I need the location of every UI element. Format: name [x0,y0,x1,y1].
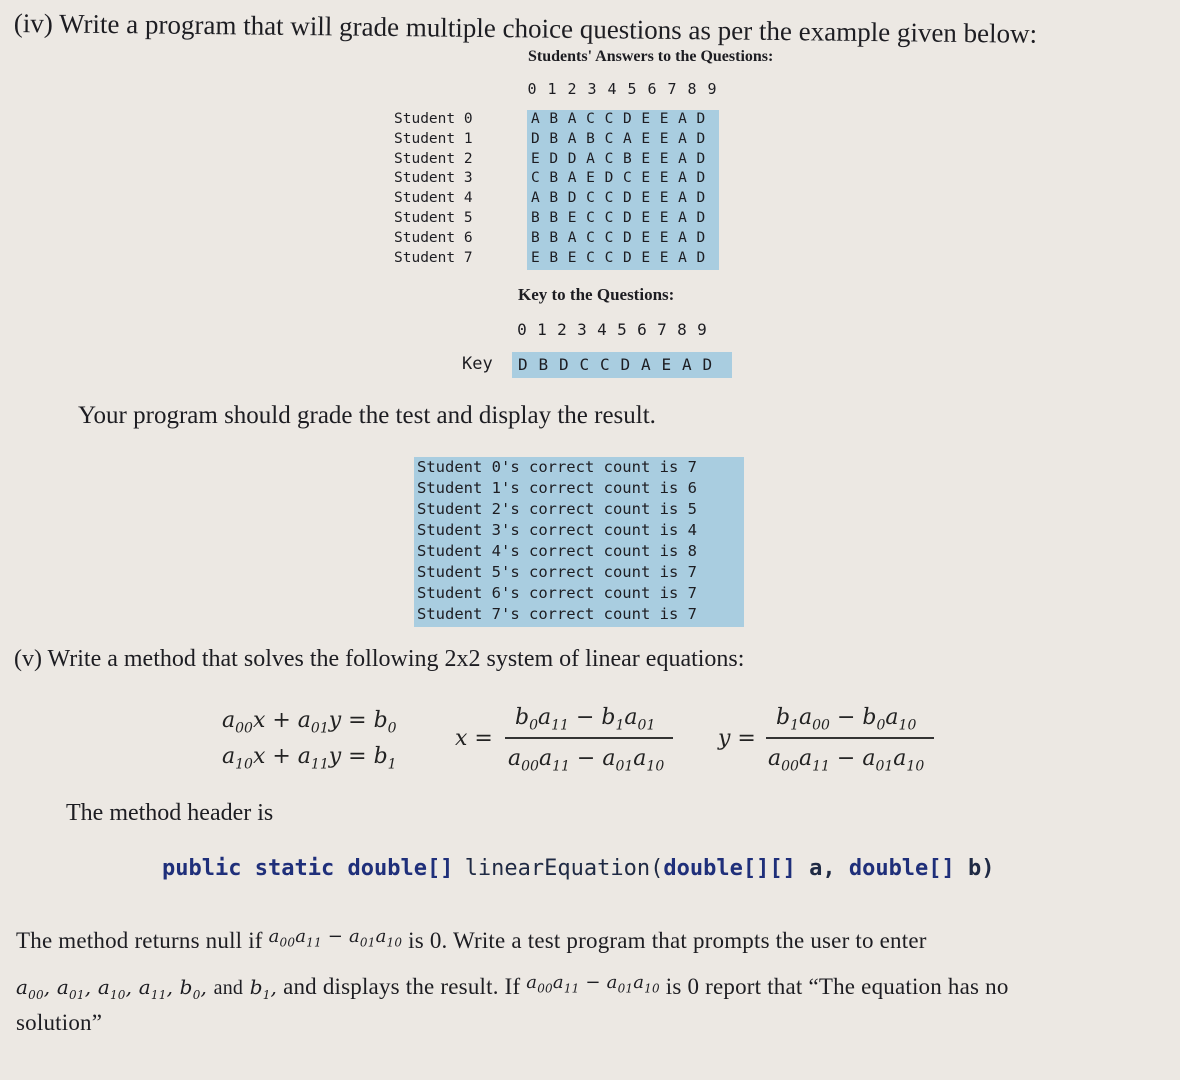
answer-cell: A [678,229,687,246]
answer-cell: C [586,229,595,246]
answer-cell: A [678,130,687,147]
bottom-line-2 [16,974,1009,1002]
output-line: Student 4's correct count is 8 [417,542,697,560]
code-kw-static: static [254,856,335,881]
answer-cell: E [659,170,669,187]
question-number: 8 [677,320,687,339]
answer-cell: D [531,130,540,147]
answer-cell: C [604,190,614,207]
answer-cell: E [567,209,577,226]
answer-cell: E [567,249,577,266]
output-line: Student 6's correct count is 7 [417,584,697,602]
answer-row [527,110,719,130]
answer-cell: E [641,209,651,226]
output-line: Student 2's correct count is 5 [417,500,697,518]
answer-cell: E [586,170,595,187]
y-numerator: $b_1a_{00} - b_0a_{10}$ [776,705,917,734]
question-number: 3 [577,320,587,339]
answer-cell: A [567,111,577,127]
answer-cell: B [531,229,540,246]
answer-cell: D [696,130,706,147]
answer-cell: A [622,130,632,147]
answer-cell: B [549,130,559,147]
answer-cell: C [531,170,540,187]
answer-cell: A [531,190,540,207]
method-signature [162,856,995,881]
student-labels [394,110,473,268]
question-number: 1 [537,320,547,339]
key-answer-cell: D [559,355,569,374]
code-kw-public: public [162,856,242,881]
question-number: 0 [527,80,537,98]
student-label: Student 1 [394,130,473,147]
question-number: 2 [567,80,577,98]
answer-cell: A [678,249,687,266]
key-label: Key [462,354,493,374]
answer-cell: E [531,249,540,266]
answer-row [527,150,719,170]
determinant-expr-1: a00a11 − a01a10 [268,926,403,950]
answer-cell: B [549,190,559,207]
answer-cell: A [531,111,540,127]
question-number: 0 [517,320,527,339]
answers-table [527,110,719,270]
sample-output [414,457,744,627]
y-denominator: $a_{00}a_{11} - a_{01}a_{10}$ [768,746,925,775]
question-number: 9 [707,80,717,98]
code-method-name: linearEquation( [464,856,664,881]
answer-cell: E [531,150,540,167]
answer-cell: E [641,130,651,147]
heading-iv: (iv) Write a program that will grade multiple choice questions as per the example given below: [13,8,1038,49]
output-line: Student 0's correct count is 7 [417,458,697,476]
answer-cell: B [549,229,559,246]
answer-cell: D [622,229,632,246]
answer-cell: C [604,150,614,167]
question-number: 5 [627,80,637,98]
answer-cell: C [604,249,614,266]
student-label: Student 5 [394,209,473,226]
bottom-text-2b: is 0 report that “The equation has no [665,974,1009,999]
key-answer-cell: A [682,355,692,374]
answer-cell: D [622,111,632,127]
coefficient-list: $a_{00}$, $a_{01}$, $a_{10}$, $a_{11}$, $b_0$, and $b_1$, [16,975,278,1002]
question-number: 4 [607,80,617,98]
answer-cell: C [604,130,614,147]
answer-row [527,249,719,269]
x-numerator: $b_0a_{11} - b_1a_{01}$ [515,705,656,734]
answer-row [527,189,719,209]
code-param-type-b: double[] [848,856,955,881]
answer-cell: D [696,111,706,127]
answer-cell: D [604,170,614,187]
x-fraction-bar [505,737,673,739]
answer-cell: D [696,170,706,187]
question-number: 5 [617,320,627,339]
question-number: 9 [697,320,707,339]
answer-cell: E [659,111,669,127]
key-answer-cell: C [579,355,590,374]
y-fraction-bar [766,737,934,739]
answer-cell: E [641,150,651,167]
key-answer-cell: B [538,355,549,374]
key-answers-row [512,352,732,378]
answer-cell: A [678,111,687,127]
answer-cell: B [531,209,540,226]
answer-cell: B [549,111,559,127]
answer-cell: C [622,170,632,187]
answer-cell: E [641,229,651,246]
answer-cell: E [659,209,669,226]
key-answer-cell: A [641,355,651,374]
answer-cell: C [586,111,595,127]
answer-cell: D [696,229,706,246]
question-number: 1 [547,80,557,98]
answer-cell: E [641,190,651,207]
answers-caption: Students' Answers to the Questions: [528,48,774,65]
code-param-b: b) [968,856,995,881]
answer-cell: C [604,111,614,127]
key-answer-cell: C [600,355,610,374]
answer-cell: B [549,209,559,226]
key-answer-cell: E [661,355,672,374]
output-line: Student 1's correct count is 6 [417,479,697,497]
answer-cell: E [641,249,651,266]
determinant-expr-2: a00a11 − a01a10 [526,972,660,996]
output-line: Student 7's correct count is 7 [417,605,697,623]
answer-cell: D [696,150,706,167]
answer-cell: A [567,130,577,147]
question-numbers [522,80,722,98]
answer-cell: E [659,190,669,207]
equation-1: $a_{00}x + a_{01}y = b_0$ [222,708,397,737]
student-label: Student 0 [394,111,473,127]
student-label: Student 2 [394,150,473,167]
student-label: Student 6 [394,229,473,246]
answer-cell: E [659,130,669,147]
answer-row [527,229,719,249]
answer-cell: E [659,249,669,266]
code-param-type-a: double[][] [663,856,796,881]
answer-cell: A [678,150,687,167]
answer-cell: B [586,130,595,147]
answer-cell: E [659,150,669,167]
key-answer-cell: D [620,355,631,374]
answer-cell: C [604,229,614,246]
answer-row [527,130,719,150]
key-answer-cell: D [702,355,713,374]
student-label: Student 7 [394,249,473,266]
code-return-type: double[] [347,856,454,881]
answer-cell: E [641,111,651,127]
output-line: Student 3's correct count is 4 [417,521,697,539]
answer-cell: D [622,190,632,207]
answer-cell: C [586,209,595,226]
equation-2: $a_{10}x + a_{11}y = b_1$ [222,744,397,773]
output-line: Student 5's correct count is 7 [417,563,697,581]
bottom-text-2a: and displays the result. If [283,974,521,999]
question-number: 7 [657,320,667,339]
answer-cell: D [696,249,706,266]
answer-cell: A [678,209,687,226]
y-equals: y = [718,726,756,751]
question-number: 4 [597,320,607,339]
answer-cell: B [622,150,632,167]
answer-cell: D [549,150,559,167]
student-label: Student 4 [394,190,473,207]
answer-row [527,209,719,229]
answer-cell: E [641,170,651,187]
answer-cell: E [659,229,669,246]
x-denominator: $a_{00}a_{11} - a_{01}a_{10}$ [508,746,665,775]
question-number: 6 [647,80,657,98]
code-param-a: a, [809,856,836,881]
answer-row [527,169,719,189]
x-equals: x = [455,726,493,751]
answer-cell: D [567,150,577,167]
key-caption: Key to the Questions: [518,285,675,304]
answer-cell: D [696,190,706,207]
answer-cell: C [586,249,595,266]
answer-cell: C [586,190,595,207]
bottom-line-1 [16,928,927,956]
answer-cell: D [622,209,632,226]
question-number: 2 [557,320,567,339]
answer-cell: D [567,190,577,207]
question-number: 8 [687,80,697,98]
answer-cell: A [567,229,577,246]
key-question-numbers [512,320,712,339]
answer-cell: D [622,249,632,266]
answer-cell: C [604,209,614,226]
grade-instruction: Your program should grade the test and display the result. [78,402,656,429]
answer-cell: D [696,209,706,226]
answer-cell: B [549,249,559,266]
heading-v: (v) Write a method that solves the following 2x2 system of linear equations: [14,646,745,672]
answer-cell: A [567,170,577,187]
key-answer-cell: D [518,355,528,374]
answer-cell: B [549,170,559,187]
question-number: 3 [587,80,597,98]
method-header-label: The method header is [66,800,274,826]
answer-cell: A [586,150,595,167]
bottom-line-3: solution” [16,1010,103,1035]
answer-cell: A [678,170,687,187]
question-number: 7 [667,80,677,98]
student-label: Student 3 [394,170,473,187]
key-answers-box [512,352,732,378]
answer-cell: A [678,190,687,207]
question-number: 6 [637,320,647,339]
bottom-text-1a: The method returns null if [16,928,263,953]
bottom-text-1b: is 0. Write a test program that prompts the user to enter [408,928,927,953]
